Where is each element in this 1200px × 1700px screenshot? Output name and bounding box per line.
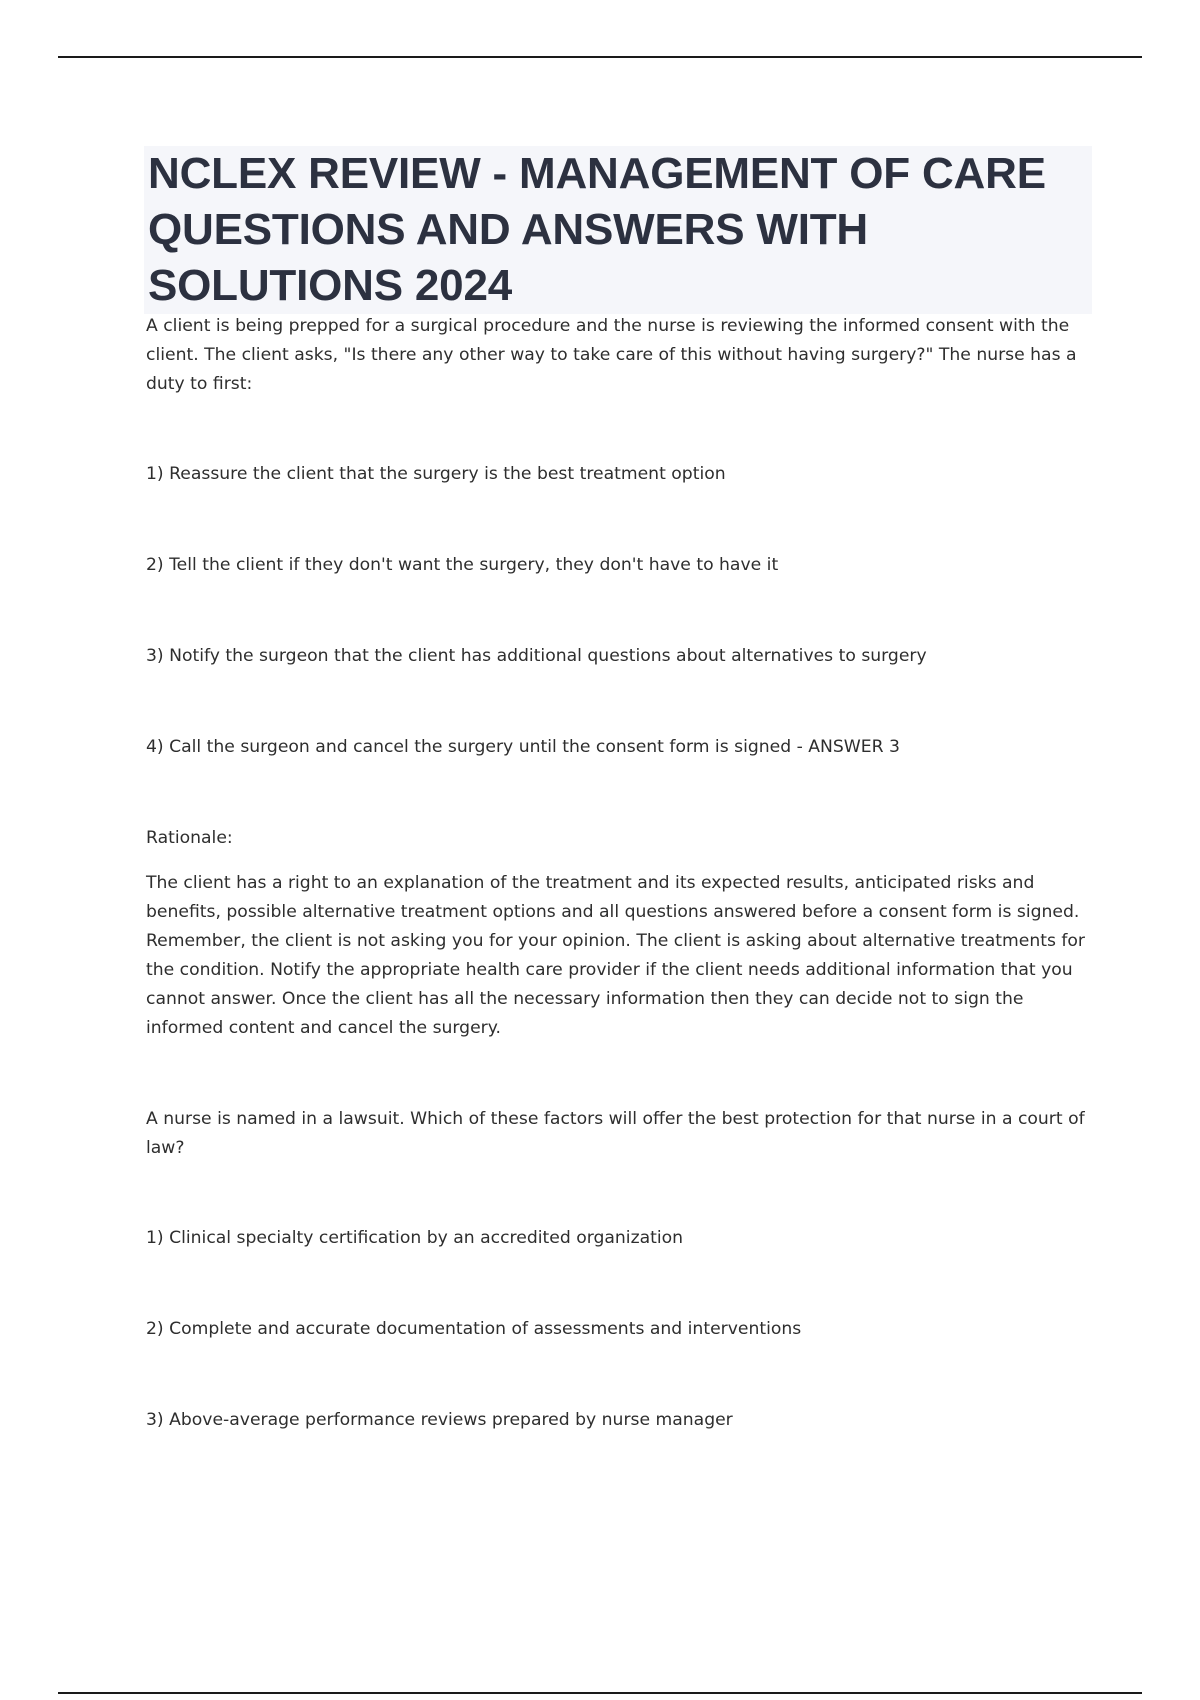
question-1-option-2: 2) Tell the client if they don't want the surgery, they don't have to have it — [146, 555, 779, 575]
document-title: NCLEX REVIEW - MANAGEMENT OF CARE QUESTIONS AND ANSWERS WITH SOLUTIONS 2024 — [148, 149, 1046, 310]
footer-rule — [58, 1692, 1142, 1694]
question-2-option-2: 2) Complete and accurate documentation of assessments and interventions — [146, 1319, 802, 1339]
document-body — [146, 312, 1092, 1493]
rationale-text: The client has a right to an explanation of the treatment and its expected results, anticipated risks and benefits, possible alternative treatment options and all questions answered before a consent form is signed. Remember, the client is not asking you for your opinion. The client is asking about alternative treatments for the condition. Notify the appropriate health care provider if the client needs additional information that you cannot answer. Once the client has all the necessary information then they can decide not to sign the informed content and cancel the surgery. — [146, 873, 1086, 1038]
question-1-option-1: 1) Reassure the client that the surgery is the best treatment option — [146, 464, 726, 484]
question-1-option-3: 3) Notify the surgeon that the client has additional questions about alternatives to surgery — [146, 646, 927, 666]
question-2-stem: A nurse is named in a lawsuit. Which of these factors will offer the best protection for that nurse in a court of law? — [146, 1109, 1085, 1158]
question-1-option-4-answer: 4) Call the surgeon and cancel the surgery until the consent form is signed - ANSWER 3 — [146, 737, 900, 757]
header-rule — [58, 56, 1142, 58]
question-2-option-1: 1) Clinical specialty certification by an accredited organization — [146, 1228, 684, 1248]
title-block — [144, 146, 1092, 314]
question-2-option-3: 3) Above-average performance reviews prepared by nurse manager — [146, 1410, 733, 1430]
rationale-label: Rationale: — [146, 828, 233, 848]
question-1-stem: A client is being prepped for a surgical procedure and the nurse is reviewing the informed consent with the client. The client asks, "Is there any other way to take care of this without having surgery?" The nurse has a duty to first: — [146, 316, 1077, 394]
